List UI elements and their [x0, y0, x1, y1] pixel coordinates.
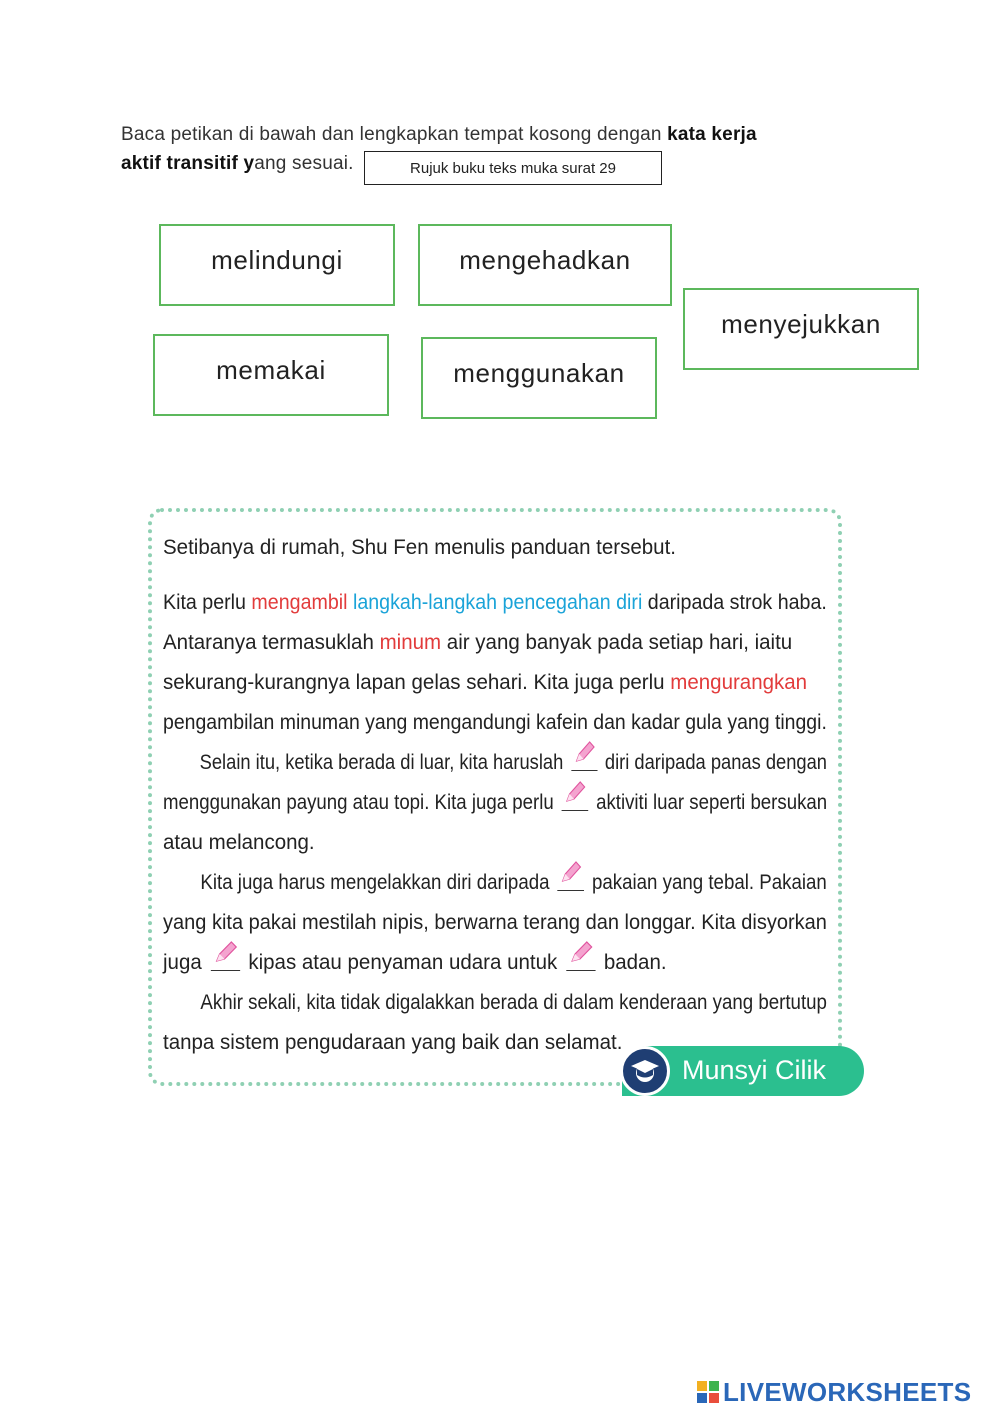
- passage-line-10: [163, 943, 827, 983]
- word-option-menyejukkan[interactable]: menyejukkan: [683, 288, 919, 370]
- text: daripada strok haba.: [642, 591, 827, 614]
- pencil-icon: [568, 940, 593, 966]
- pencil-icon: [212, 940, 237, 966]
- answer-blank-3[interactable]: [557, 868, 584, 891]
- highlight-red: mengambil: [251, 591, 348, 614]
- passage-line-6: [163, 783, 828, 823]
- passage-line-2: [163, 623, 827, 663]
- passage-line-12: tanpa sistem pengudaraan yang baik dan selamat.: [163, 1031, 623, 1054]
- word-option-melindungi[interactable]: melindungi: [159, 224, 395, 306]
- text: diri daripada panas dengan: [604, 751, 827, 774]
- text: air yang banyak pada setiap hari, iaitu: [441, 631, 793, 654]
- logo-text: LIVEWORKSHEETS: [723, 1376, 972, 1407]
- word-option-memakai[interactable]: memakai: [153, 334, 389, 416]
- badge-label: Munsyi Cilik: [682, 1055, 827, 1085]
- passage-line-7: atau melancong.: [163, 831, 315, 854]
- passage-line-11: Akhir sekali, kita tidak digalakkan berada di dalam kenderaan yang bertutup: [200, 991, 827, 1014]
- highlight-red: mengurangkan: [670, 671, 808, 694]
- passage-line-4: pengambilan minuman yang mengandungi kafein dan kadar gula yang tinggi.: [163, 711, 827, 734]
- text: Kita juga harus mengelakkan diri daripada: [200, 871, 550, 894]
- text: menggunakan payung atau topi. Kita juga perlu: [163, 791, 554, 814]
- graduation-cap-icon: [620, 1046, 670, 1096]
- pencil-icon: [559, 860, 582, 886]
- passage-line-3: [163, 663, 827, 703]
- passage-intro: Setibanya di rumah, Shu Fen menulis panduan tersebut.: [163, 536, 676, 559]
- pencil-icon: [563, 780, 586, 806]
- text: aktiviti luar seperti bersukan: [596, 791, 828, 814]
- passage-line-8: [163, 863, 827, 903]
- passage-text: [163, 528, 843, 1063]
- logo-grid-icon: [697, 1381, 719, 1403]
- passage-line-5: [163, 743, 827, 783]
- word-option-menggunakan[interactable]: menggunakan: [421, 337, 657, 419]
- text: Antaranya termasuklah: [163, 631, 380, 654]
- text: Kita perlu: [163, 591, 252, 614]
- liveworksheets-logo: [697, 1376, 971, 1408]
- text: pakaian yang tebal. Pakaian: [591, 871, 827, 894]
- text: juga: [163, 951, 202, 974]
- pencil-icon: [573, 740, 596, 766]
- answer-blank-2[interactable]: [562, 788, 589, 811]
- instruction-part1: Baca petikan di bawah dan lengkapkan tempat kosong dengan: [121, 124, 668, 145]
- text: Selain itu, ketika berada di luar, kita haruslah: [199, 751, 564, 774]
- passage-line-9: yang kita pakai mestilah nipis, berwarna terang dan longgar. Kita disyorkan: [163, 911, 827, 934]
- highlight-blue: langkah-langkah pencegahan diri: [347, 591, 643, 614]
- text: kipas atau penyaman udara untuk: [248, 951, 558, 974]
- highlight-red: minum: [379, 631, 442, 654]
- answer-blank-4[interactable]: [210, 948, 239, 971]
- word-option-mengehadkan[interactable]: mengehadkan: [418, 224, 672, 306]
- munsyi-cilik-badge: [622, 1046, 864, 1096]
- passage-line-1: [163, 583, 827, 623]
- instruction-bold2: aktif transitif y: [121, 153, 255, 174]
- text: sekurang-kurangnya lapan gelas sehari. Kita juga perlu: [163, 671, 671, 694]
- instruction-part2: ang sesuai.: [254, 153, 354, 174]
- text: badan.: [603, 951, 667, 974]
- instruction-bold1: kata kerja: [667, 124, 757, 145]
- reference-note: Rujuk buku teks muka surat 29: [364, 151, 662, 185]
- answer-blank-5[interactable]: [566, 948, 595, 971]
- answer-blank-1[interactable]: [571, 748, 597, 771]
